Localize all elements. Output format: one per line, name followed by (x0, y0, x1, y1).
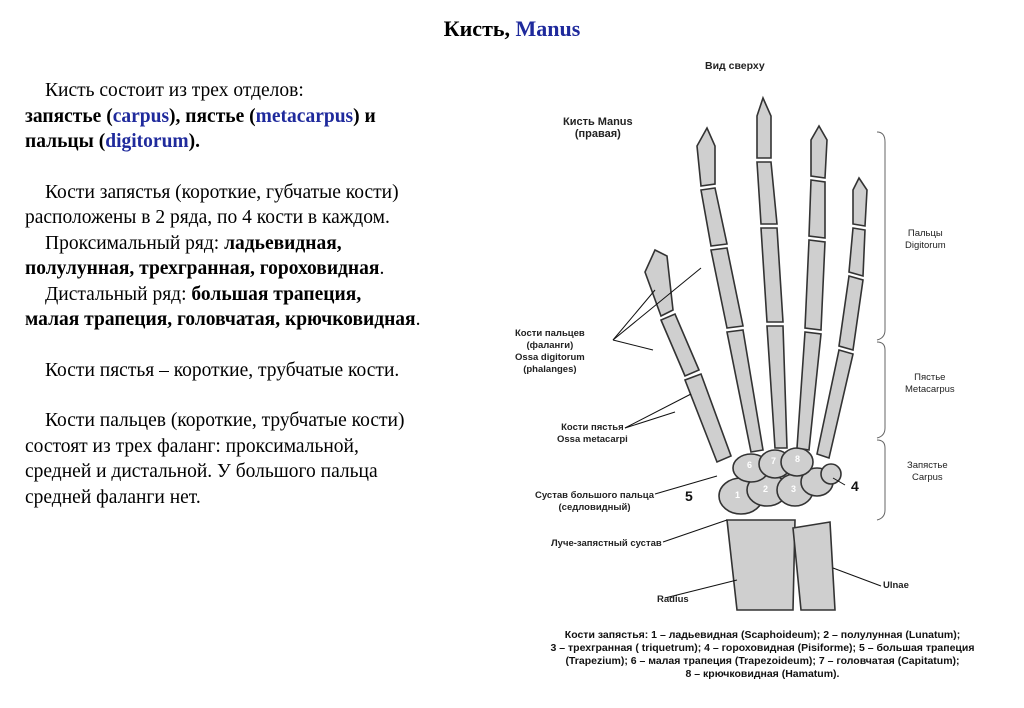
text-fragment: ). (188, 131, 201, 152)
ulnae-label: Ulnae (883, 580, 909, 591)
index-phalanx (697, 128, 715, 186)
text-line (25, 104, 515, 130)
leader-line (833, 568, 881, 586)
middle-phalanx (757, 98, 771, 158)
text-line: расположены в 2 ряда, по 4 кости в каждом. (25, 207, 390, 228)
text-fragment: ), пястье ( (169, 105, 256, 127)
bone-number-4: 4 (851, 478, 859, 494)
label-line: Кости пальцев (515, 328, 585, 339)
hand-title-line: Кисть Manus (563, 116, 633, 128)
figure-caption (510, 629, 1015, 681)
label-line: Кости пястья (561, 422, 624, 433)
label-line: Пястье (914, 372, 946, 383)
caption-line: 3 – трехгранная ( triquetrum); 4 – гороховидная (Pisiforme); 5 – большая трапеция (550, 642, 975, 654)
text-fragment: Проксимальный ряд: (45, 232, 225, 254)
text-line: Кости пястья – короткие, трубчатые кости. (45, 359, 400, 381)
little-phalanx (849, 228, 865, 276)
caption-line: Кости запястья: 1 – ладьевидная (Scaphoideum); 2 – полулунная (Lunatum); (564, 629, 961, 641)
radius-label: Radius (657, 594, 689, 605)
middle-phalanx (761, 228, 783, 322)
label-line: Carpus (912, 472, 943, 483)
bone-number-6: 6 (747, 460, 753, 470)
ring-metacarpal (797, 332, 821, 450)
leader-line (625, 412, 675, 428)
leader-line (625, 394, 691, 428)
bone-number-5: 5 (685, 488, 693, 504)
label-line: Metacarpus (905, 384, 955, 395)
hand-title-line: (правая) (574, 128, 621, 140)
caption-line: 8 – крючковидная (Hamatum). (685, 668, 840, 680)
label-line: (phalanges) (523, 364, 577, 375)
text-line (25, 129, 515, 155)
digitorum-label (905, 228, 946, 252)
radius-bone (727, 520, 795, 610)
text-line: средней и дистальной. У большого пальца (25, 461, 378, 482)
bone-number-2: 2 (763, 484, 769, 494)
metacarpus-label (905, 372, 955, 396)
text-line: Кости запястья (короткие, губчатые кости) (45, 181, 399, 203)
phalanges-label (515, 328, 585, 376)
thumb-joint-label (535, 490, 654, 514)
carpus-label (907, 460, 948, 484)
text-line (25, 231, 515, 257)
thumb-phalanx (645, 250, 673, 316)
middle-metacarpal (767, 326, 787, 448)
text-fragment: ) и (353, 105, 376, 127)
bracket-digitorum (877, 132, 885, 340)
label-line: Ossa digitorum (515, 352, 585, 363)
text-line (25, 282, 515, 308)
text-line: малая трапеция, головчатая, крючковидная. (25, 309, 421, 330)
label-line: Запястье (907, 460, 948, 471)
text-line: полулунная, трехгранная, гороховидная. (25, 258, 385, 279)
metacarpi-label (557, 422, 628, 446)
body-text (25, 78, 515, 510)
index-phalanx (711, 248, 743, 328)
middle-phalanx (757, 162, 777, 224)
little-phalanx (839, 276, 863, 350)
wrist-joint-label: Луче-запястный сустав (551, 538, 662, 549)
label-line: Пальцы (907, 228, 943, 239)
view-label: Вид сверху (705, 60, 765, 72)
text-line: Кости пальцев (короткие, трубчатые кости) (45, 410, 405, 431)
latin-term: digitorum (105, 131, 189, 152)
label-line: Сустав большого пальца (535, 490, 655, 501)
label-line: (седловидный) (558, 502, 631, 513)
bone-number-7: 7 (771, 456, 777, 466)
text-fragment: Дистальный ряд: (45, 283, 192, 305)
bracket-carpus (877, 440, 885, 520)
bold-term: полулунная, трехгранная, гороховидная (25, 258, 380, 279)
bone-number-3: 3 (791, 484, 797, 494)
text-line: средней фаланги нет. (25, 486, 201, 508)
ulna-bone (793, 522, 835, 610)
label-line: Ossa metacarpi (557, 434, 628, 445)
label-line: Digitorum (905, 240, 946, 251)
text-fragment: запястье ( (25, 105, 113, 127)
latin-term: carpus (112, 105, 170, 127)
text-fragment: пальцы ( (25, 131, 106, 152)
bold-term: ладьевидная, (224, 232, 342, 254)
ring-phalanx (811, 126, 827, 178)
bold-term: малая трапеция, головчатая, крючковидная (25, 309, 416, 330)
ring-phalanx (809, 180, 825, 238)
caption-line: (Trapezium); 6 – малая трапеция (Trapezoideum); 7 – головчатая (Capitatum); (565, 655, 960, 667)
latin-term: metacarpus (255, 105, 354, 127)
bracket-metacarpus (877, 342, 885, 438)
thumb-phalanx (661, 314, 699, 376)
ring-phalanx (805, 240, 825, 330)
title-main: Кисть, (443, 16, 516, 41)
little-phalanx (853, 178, 867, 226)
index-phalanx (701, 188, 727, 246)
index-metacarpal (727, 330, 763, 452)
bone-number-1: 1 (735, 490, 741, 500)
hand-figure (505, 50, 1024, 700)
thumb-metacarpal (685, 374, 731, 462)
text-line: Кисть состоит из трех отделов: (45, 80, 304, 101)
label-line: (фаланги) (526, 340, 574, 351)
leader-line (663, 520, 727, 542)
bone-number-8: 8 (795, 454, 801, 464)
little-metacarpal (817, 350, 853, 458)
leader-line (613, 290, 655, 340)
title-latin: Manus (515, 16, 581, 41)
hand-title (563, 116, 633, 140)
text-line: состоят из трех фаланг: проксимальной, (25, 435, 359, 457)
slide-title (0, 16, 1024, 42)
bold-term: большая трапеция, (191, 283, 362, 305)
leader-line (613, 340, 653, 350)
